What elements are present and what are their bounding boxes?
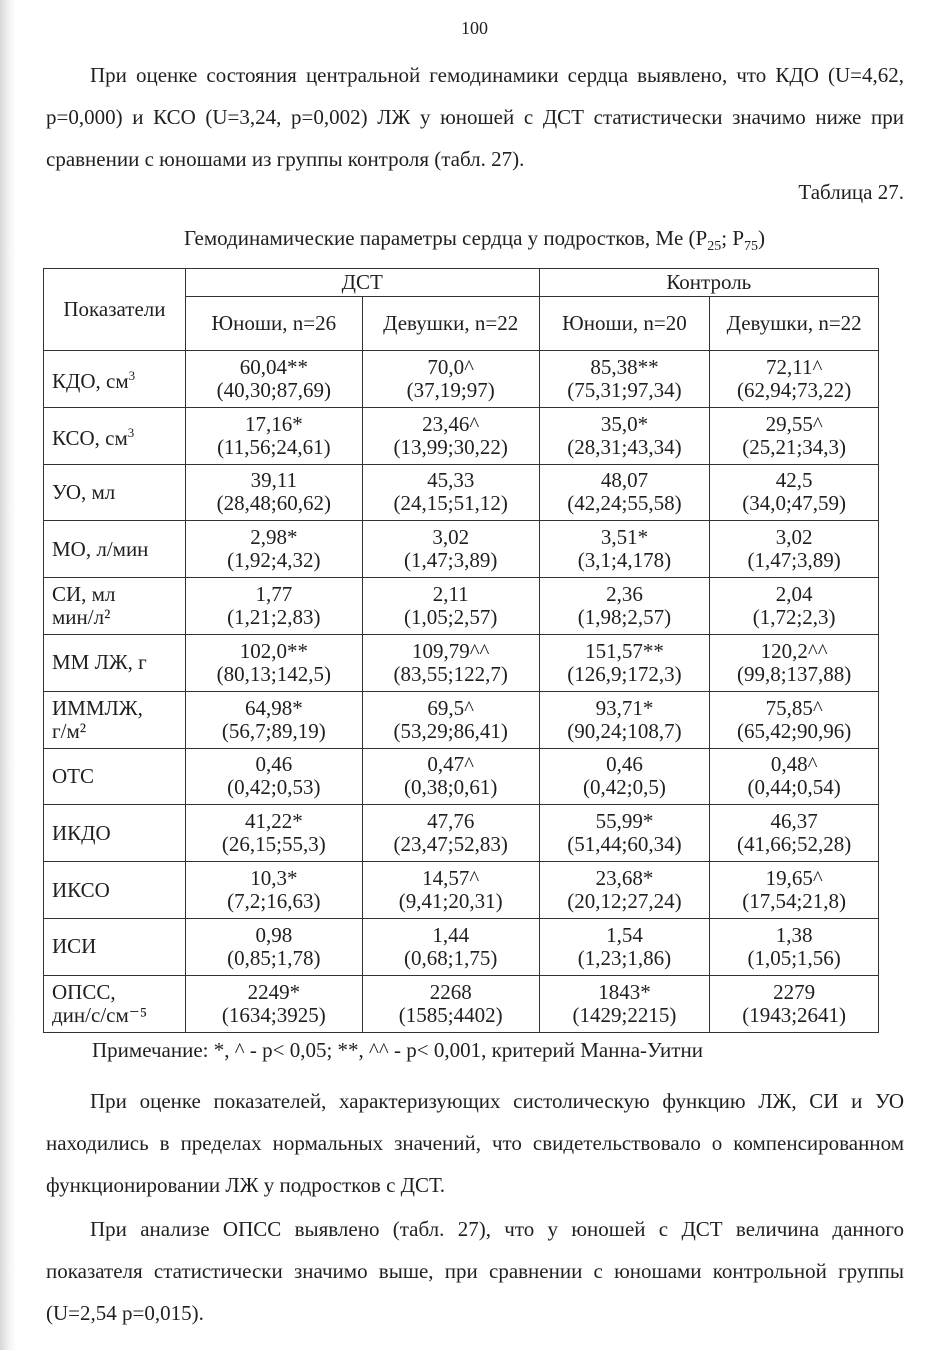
quartile-range: (0,42;0,5)	[583, 775, 666, 800]
table-row	[44, 975, 879, 1032]
caption-main: Гемодинамические параметры сердца у подростков, Me (P	[183, 226, 708, 250]
row-indicator-name	[44, 805, 186, 862]
indicator-label: КДО, см	[52, 369, 129, 394]
table-row	[44, 521, 879, 578]
quartile-range: (24,15;51,12)	[393, 491, 508, 516]
median-value: 2,04	[775, 582, 813, 607]
median-value: 0,47^	[427, 752, 474, 777]
median-value: 2,98*	[250, 525, 298, 550]
indicator-label: ИММЛЖ,	[52, 695, 143, 720]
table-row	[44, 464, 879, 521]
value-cell	[539, 862, 710, 919]
median-value: 2,11	[432, 582, 469, 607]
value-cell	[185, 634, 362, 691]
median-value: 151,57**	[585, 638, 664, 663]
median-value: 48,07	[600, 468, 649, 493]
value-cell	[710, 521, 879, 578]
median-value: 29,55^	[765, 411, 823, 436]
value-cell	[185, 805, 362, 862]
indicator-label: ИКДО	[52, 820, 111, 845]
quartile-range: (56,7;89,19)	[221, 718, 326, 743]
median-value: 109,79^^	[411, 638, 490, 663]
median-value: 70,0^	[427, 354, 474, 379]
quartile-range: (20,12;27,24)	[567, 889, 682, 914]
median-value: 102,0**	[239, 638, 308, 663]
indicator-label: ОТС	[52, 763, 94, 788]
value-cell	[539, 918, 710, 975]
median-value: 72,11^	[765, 354, 823, 379]
value-cell	[362, 748, 539, 805]
quartile-range: (1,72;2,3)	[752, 605, 836, 630]
value-cell	[362, 805, 539, 862]
quartile-range: (3,1;4,178)	[577, 548, 672, 573]
value-cell	[362, 464, 539, 521]
value-cell	[185, 521, 362, 578]
value-cell	[185, 578, 362, 635]
median-value: 41,22*	[244, 809, 303, 834]
value-cell	[185, 407, 362, 464]
value-cell	[539, 578, 710, 635]
quartile-range: (40,30;87,69)	[216, 377, 331, 402]
value-cell	[362, 351, 539, 408]
table-row	[44, 748, 879, 805]
quartile-range: (1634;3925)	[221, 1002, 326, 1027]
quartile-range: (65,42;90,96)	[736, 718, 852, 743]
caption-sub-25: 25	[707, 239, 722, 255]
header-dst-girls: Девушки, n=22	[362, 297, 539, 351]
hemodynamics-table	[43, 268, 879, 1033]
value-cell	[710, 862, 879, 919]
quartile-range: (1,21;2,83)	[227, 605, 321, 630]
caption-mid: ; P	[721, 226, 744, 250]
median-value: 0,46	[606, 752, 643, 777]
median-value: 93,71*	[595, 695, 654, 720]
quartile-range: (17,54;21,8)	[742, 889, 847, 914]
median-value: 55,99*	[595, 809, 654, 834]
caption-end: )	[758, 226, 765, 250]
value-cell	[362, 918, 539, 975]
row-indicator-name	[44, 464, 186, 521]
median-value: 0,98	[255, 922, 293, 947]
median-value: 3,02	[775, 525, 813, 550]
table-label: Таблица 27.	[798, 180, 904, 204]
table-row	[44, 634, 879, 691]
quartile-range: (26,15;55,3)	[221, 832, 326, 857]
table-row	[44, 691, 879, 748]
row-indicator-name	[44, 351, 186, 408]
caption-sub-75: 75	[744, 239, 758, 255]
table-row	[44, 407, 879, 464]
indicator-unit-exponent: 3	[128, 368, 136, 384]
quartile-range: (51,44;60,34)	[567, 832, 682, 857]
value-cell	[710, 805, 879, 862]
quartile-range: (1,23;1,86)	[577, 945, 672, 970]
header-dst-boys: Юноши, n=26	[185, 297, 362, 351]
value-cell	[362, 407, 539, 464]
value-cell	[539, 748, 710, 805]
table-row	[44, 918, 879, 975]
value-cell	[185, 464, 362, 521]
value-cell	[185, 862, 362, 919]
median-value: 1,44	[432, 922, 470, 947]
quartile-range: (1,47;3,89)	[747, 548, 841, 573]
intro-paragraph	[46, 54, 904, 180]
median-value: 10,3*	[250, 866, 298, 891]
indicator-label: МО, л/мин	[52, 536, 149, 561]
value-cell	[710, 578, 879, 635]
value-cell	[185, 748, 362, 805]
median-value: 69,5^	[427, 695, 474, 720]
intro-paragraph-text: При оценке состояния центральной гемодинамики сердца выявлено, что КДО (U=4,62, p=0,000) и КСО (U=3,24, p=0,002) ЛЖ у юношей с ДСТ статистически значимо ниже при сравнении с юношами из группы контроля (табл. 27).	[46, 63, 904, 171]
quartile-range: (1,47;3,89)	[404, 548, 498, 573]
median-value: 2,36	[606, 582, 643, 607]
quartile-range: (1429;2215)	[572, 1002, 677, 1027]
median-value: 75,85^	[765, 695, 823, 720]
quartile-range: (23,47;52,83)	[393, 832, 508, 857]
header-group-dst: ДСТ	[185, 269, 539, 297]
value-cell	[710, 634, 879, 691]
quartile-range: (83,55;122,7)	[393, 661, 508, 686]
quartile-range: (37,19;97)	[406, 377, 495, 402]
quartile-range: (25,21;34,3)	[742, 434, 847, 459]
indicator-unit: г/м²	[52, 718, 87, 743]
indicator-label: ОПСС,	[52, 979, 116, 1004]
quartile-range: (80,13;142,5)	[216, 661, 331, 686]
paragraph-3	[46, 1208, 904, 1334]
median-value: 2249*	[247, 979, 301, 1004]
indicator-label: УО, мл	[52, 479, 116, 504]
quartile-range: (0,85;1,78)	[227, 945, 321, 970]
value-cell	[185, 691, 362, 748]
quartile-range: (1943;2641)	[742, 1002, 847, 1027]
quartile-range: (90,24;108,7)	[567, 718, 682, 743]
median-value: 1,54	[606, 922, 643, 947]
median-value: 120,2^^	[760, 638, 828, 663]
median-value: 23,68*	[595, 866, 654, 891]
median-value: 45,33	[427, 468, 475, 493]
median-value: 85,38**	[590, 354, 659, 379]
quartile-range: (1,98;2,57)	[577, 605, 672, 630]
indicator-label: ММ ЛЖ, г	[52, 650, 147, 675]
quartile-range: (75,31;97,34)	[567, 377, 682, 402]
quartile-range: (126,9;172,3)	[567, 661, 682, 686]
indicator-unit: мин/л²	[52, 605, 111, 630]
value-cell	[185, 351, 362, 408]
header-indicator: Показатели	[44, 269, 186, 351]
indicator-label: ИКСО	[52, 877, 110, 902]
median-value: 3,51*	[600, 525, 649, 550]
quartile-range: (0,44;0,54)	[747, 775, 841, 800]
value-cell	[710, 691, 879, 748]
median-value: 14,57^	[422, 866, 480, 891]
quartile-range: (9,41;20,31)	[398, 889, 503, 914]
row-indicator-name	[44, 634, 186, 691]
value-cell	[185, 918, 362, 975]
row-indicator-name	[44, 918, 186, 975]
value-cell	[710, 918, 879, 975]
value-cell	[362, 975, 539, 1032]
quartile-range: (11,56;24,61)	[217, 434, 331, 459]
value-cell	[539, 805, 710, 862]
quartile-range: (42,24;55,58)	[567, 491, 682, 516]
median-value: 2279	[773, 979, 816, 1004]
quartile-range: (53,29;86,41)	[393, 718, 508, 743]
median-value: 2268	[429, 979, 472, 1004]
row-indicator-name	[44, 748, 186, 805]
value-cell	[710, 975, 879, 1032]
value-cell	[362, 691, 539, 748]
table-row	[44, 805, 879, 862]
quartile-range: (1,92;4,32)	[227, 548, 321, 573]
median-value: 19,65^	[765, 866, 823, 891]
table-body	[44, 351, 879, 1033]
quartile-range: (41,66;52,28)	[736, 832, 852, 857]
quartile-range: (28,31;43,34)	[567, 434, 682, 459]
header-group-control: Контроль	[539, 269, 878, 297]
value-cell	[362, 521, 539, 578]
median-value: 42,5	[775, 468, 813, 493]
quartile-range: (0,42;0,53)	[227, 775, 321, 800]
median-value: 60,04**	[239, 354, 308, 379]
quartile-range: (1,05;1,56)	[747, 945, 841, 970]
scan-edge-shadow	[0, 0, 16, 1350]
paragraph-3-text: При анализе ОПСС выявлено (табл. 27), что у юношей с ДСТ величина данного показателя статистически значимо выше, при сравнении с юношами контрольной группы (U=2,54 p=0,015).	[46, 1217, 904, 1325]
value-cell	[539, 464, 710, 521]
median-value: 1843*	[598, 979, 651, 1004]
quartile-range: (1585;4402)	[398, 1002, 503, 1027]
value-cell	[362, 578, 539, 635]
median-value: 46,37	[770, 809, 818, 834]
value-cell	[539, 407, 710, 464]
value-cell	[539, 691, 710, 748]
median-value: 1,38	[775, 922, 813, 947]
indicator-unit: дин/с/см⁻⁵	[52, 1002, 148, 1027]
value-cell	[539, 351, 710, 408]
value-cell	[710, 464, 879, 521]
quartile-range: (7,2;16,63)	[227, 889, 321, 914]
median-value: 35,0*	[600, 411, 649, 436]
table-row	[44, 351, 879, 408]
median-value: 1,77	[255, 582, 293, 607]
value-cell	[362, 862, 539, 919]
median-value: 3,02	[432, 525, 470, 550]
row-indicator-name	[44, 862, 186, 919]
value-cell	[185, 975, 362, 1032]
quartile-range: (0,68;1,75)	[404, 945, 498, 970]
paragraph-2	[46, 1080, 904, 1206]
value-cell	[362, 634, 539, 691]
table-row	[44, 578, 879, 635]
table-row	[44, 862, 879, 919]
row-indicator-name	[44, 407, 186, 464]
value-cell	[539, 634, 710, 691]
indicator-label: КСО, см	[52, 426, 128, 451]
value-cell	[539, 975, 710, 1032]
quartile-range: (1,05;2,57)	[404, 605, 498, 630]
value-cell	[710, 407, 879, 464]
indicator-label: СИ, мл	[52, 582, 116, 607]
quartile-range: (99,8;137,88)	[736, 661, 852, 686]
median-value: 17,16*	[244, 411, 303, 436]
value-cell	[539, 521, 710, 578]
value-cell	[710, 351, 879, 408]
row-indicator-name	[44, 521, 186, 578]
quartile-range: (62,94;73,22)	[736, 377, 852, 402]
row-indicator-name	[44, 691, 186, 748]
median-value: 64,98*	[244, 695, 303, 720]
quartile-range: (0,38;0,61)	[404, 775, 498, 800]
table-caption	[0, 226, 949, 255]
median-value: 0,48^	[770, 752, 818, 777]
row-indicator-name	[44, 975, 186, 1032]
quartile-range: (28,48;60,62)	[216, 491, 331, 516]
header-control-boys: Юноши, n=20	[539, 297, 710, 351]
median-value: 39,11	[250, 468, 298, 493]
indicator-label: ИСИ	[52, 934, 97, 959]
median-value: 23,46^	[422, 411, 480, 436]
page-number: 100	[461, 18, 488, 38]
median-value: 47,76	[427, 809, 475, 834]
header-control-girls: Девушки, n=22	[710, 297, 879, 351]
paragraph-2-text: При оценке показателей, характеризующих систолическую функцию ЛЖ, СИ и УО находились в пределах нормальных значений, что свидетельствовало о компенсированном функционировании ЛЖ у подростков с ДСТ.	[46, 1089, 904, 1197]
value-cell	[710, 748, 879, 805]
median-value: 0,46	[255, 752, 293, 777]
quartile-range: (34,0;47,59)	[742, 491, 847, 516]
table-note: Примечание: *, ^ - p< 0,05; **, ^^ - p< 0,001, критерий Манна-Уитни	[92, 1038, 703, 1062]
row-indicator-name	[44, 578, 186, 635]
indicator-unit-exponent: 3	[127, 425, 135, 441]
quartile-range: (13,99;30,22)	[393, 434, 508, 459]
